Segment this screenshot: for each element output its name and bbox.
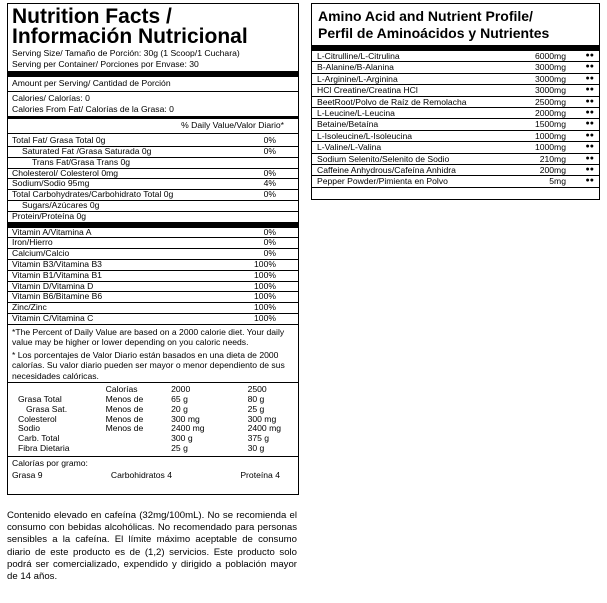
amino-title-line1: Amino Acid and Nutrient Profile/ [318,8,533,24]
amino-quantity: 2500mg [534,96,566,107]
nutrition-facts-panel [7,3,299,495]
dv-table-cell: Menos de [105,413,144,424]
amino-footnote-mark: ●● [585,97,594,105]
vitamin-label: Calcium/Calcio [12,248,70,259]
vitamin-daily-value: 0% [263,248,276,259]
amino-quantity: 3000mg [534,85,566,96]
amino-name: L-Citrulline/L-Citrulina [317,51,400,61]
amino-name: Pepper Powder/Pimienta en Polvo [317,176,448,187]
vitamin-daily-value: 100% [254,312,276,323]
dv-table-cell [106,444,172,454]
nutrient-row [8,147,298,157]
amino-name: L-Leucine/L-Leucina [317,108,395,119]
vitamin-daily-value: 0% [263,237,276,248]
amino-quantity: 1000mg [534,130,566,141]
footnote-en: *The Percent of Daily Value are based on a 2000 calorie diet. Your daily value may be higher or lower depending on you caloric needs. [12,326,285,348]
calories: Calories/ Calorías: 0 [12,92,90,103]
nutrient-list [8,134,298,211]
amino-quantity: 1000mg [534,142,566,153]
amino-footnote-mark: ●● [585,86,594,94]
amino-name: Betaine/Betaína [317,119,379,130]
amino-row [312,119,599,130]
nutrient-row [8,169,298,179]
dv-table-cell: Menos de [105,394,144,405]
amount-per-serving: Amount per Serving/ Cantidad de Porción [12,78,171,88]
nutrient-daily-value: 4% [263,178,276,189]
amino-quantity: 3000mg [534,73,566,84]
amino-row [312,154,599,165]
dv-table-cell: 65 g [171,394,188,405]
footnote-es: * Los porcentajes de Valor Diario están basados en una dieta de 2000 calorías. Su valor diario pueden ser mayor o menor dependiento de sus necesidades calóricas. [12,349,285,381]
vitamin-daily-value: 100% [254,302,276,313]
vitamin-row [8,271,298,282]
amino-row [312,51,599,62]
nutrient-daily-value: 0% [263,145,276,156]
nutrient-row [8,136,298,146]
vitamin-daily-value: 0% [263,226,276,237]
dv-table-cell: Menos de [105,403,144,414]
amino-name: BeetRoot/Polvo de Raíz de Remolacha [317,96,467,107]
dv-table-cell: Calorías [105,384,138,395]
nutrient-daily-value [220,201,294,211]
servings-per-container: Serving per Container/ Porciones por Envase: 30 [12,58,199,69]
dv-table-cell: 2400 mg [247,423,282,434]
amino-name: Sodium Selenito/Selenito de Sodio [317,153,450,164]
amino-name: L-Isoleucine/L-Isoleucina [317,130,413,141]
dv-table-cell: 20 g [171,403,188,414]
serving-size: Serving Size/ Tamaño de Porción: 30g (1 Scoop/1 Cuchara) [12,48,240,58]
amino-quantity: 200mg [539,165,566,176]
dv-table-cell: Menos de [105,423,144,434]
amino-quantity: 210mg [539,153,566,164]
nutrient-daily-value: 0% [263,135,276,146]
dv-table-cell: 30 g [247,443,265,454]
amino-row [312,142,599,153]
vitamin-label: Vitamin B6/Bitamine B6 [12,291,103,302]
amino-quantity: 5mg [549,176,566,187]
calories-per-gram-item: Grasa 9 [12,469,43,480]
vitamin-row [8,314,298,325]
amino-title [312,4,599,45]
amino-profile-panel [311,3,600,200]
nutrient-daily-value: 0% [263,189,276,200]
nutrient-label: Cholesterol/ Colesterol 0mg [12,167,119,178]
nutrient-label: Trans Fat/Grasa Trans 0g [32,156,131,167]
nutrient-label: Total Carbohydrates/Carbohidrato Total 0g [12,189,174,200]
amino-footnote-mark: ●● [585,177,594,185]
calories-from-fat: Calories From Fat/ Calorías de la Grasa: 0 [12,103,174,114]
dv-table-cell: Grasa Total [18,394,62,405]
calories-per-gram-item: Proteína 4 [240,469,280,480]
vitamin-daily-value: 100% [254,291,276,302]
amino-footnote-mark: ●● [585,131,594,139]
amino-footnote-mark: ●● [585,52,594,59]
dv-table-cell: 80 g [247,394,265,405]
dv-table-cell: 300 mg [247,413,277,424]
nutrition-title-es: Información Nutricional [12,25,248,48]
amino-quantity: 6000mg [534,51,566,61]
amino-quantity: 2000mg [534,108,566,119]
amino-name: L-Arginine/L-Arginina [317,73,398,84]
amino-name: HCl Creatine/Creatina HCl [317,85,418,96]
dv-table-cell: Colesterol [18,413,57,424]
amino-row [312,85,599,96]
amino-footnote-mark: ●● [585,63,594,71]
daily-value-reference-table [12,385,294,454]
nutrient-label: Sodium/Sodio 95mg [12,178,90,189]
dv-table-row [12,444,294,454]
amino-name: L-Valine/L-Valina [317,142,382,153]
dv-table-cell: 2000 [171,384,191,395]
vitamin-label: Vitamin C/Vitamina C [12,312,94,323]
daily-value-header: % Daily Value/Valor Diario* [181,120,284,131]
vitamin-daily-value: 100% [254,258,276,269]
dv-table-cell: 25 g [171,443,188,454]
amino-title-line2: Perfil de Aminoácidos y Nutrientes [318,25,550,41]
amino-quantity: 1500mg [534,119,566,130]
dv-table-cell: 375 g [247,433,270,444]
dv-table-cell: 300 g [171,433,193,444]
vitamin-label: Vitamin B1/Vitamina B1 [12,269,102,280]
dv-table-cell: 2400 mg [171,423,205,434]
amino-row [312,131,599,142]
dv-table-cell: 2500 [247,384,267,395]
vitamin-label: Iron/Hierro [12,237,53,248]
dv-table-cell: Grasa Sat. [26,403,68,414]
amino-row [312,97,599,108]
amino-name: B-Alanine/B-Alanina [317,62,394,73]
calories-per-gram-item: Carbohidratos 4 [110,469,173,480]
vitamin-label: Vitamin B3/Vitamina B3 [12,258,102,269]
nutrient-row [8,158,298,168]
dv-table-cell: Fibra Dietaria [18,443,70,454]
amino-footnote-mark: ●● [585,74,594,82]
calories-per-gram-row [8,470,298,480]
amino-footnote-mark: ●● [585,109,594,117]
divider [8,382,298,383]
amino-footnote-mark: ●● [585,166,594,174]
vitamin-daily-value: 100% [254,269,276,280]
vitamin-label: Vitamin A/Vitamina A [12,226,92,237]
amino-row [312,176,599,187]
amino-quantity: 3000mg [534,62,566,73]
nutrition-title-en: Nutrition Facts / [12,5,172,28]
dv-table-cell: 25 g [247,403,265,414]
nutrient-label: Saturated Fat /Grasa Saturada 0g [22,145,152,156]
vitamin-label: Vitamin D/Vitamina D [12,280,94,291]
amino-row [312,108,599,119]
calories-per-gram-label: Calorías por gramo: [12,457,88,468]
dv-table-cell [106,434,172,444]
vitamin-label: Zinc/Zinc [12,302,47,313]
nutrient-row [8,190,298,200]
caffeine-warning-note: Contenido elevado en cafeína (32mg/100mL). No se recomienda el consumo con bebidas alcohólicas. No recomendado para personas sensibles a la cafeína. El límite máximo aceptable de consumo diario de este producto es de (1,2) servicios. Este producto solo podrá ser comercializado, expendido y dirigido a población mayor de 14 años. [7,510,297,583]
amino-footnote-mark: ●● [585,120,594,128]
dv-table-cell: Carb. Total [18,433,60,444]
amino-list [312,51,599,188]
protein-row: Protein/Proteína 0g [12,210,87,221]
nutrient-daily-value [220,158,294,168]
nutrient-row [8,201,298,211]
nutrient-label: Sugars/Azúcares 0g [22,199,100,210]
nutrient-label: Total Fat/ Grasa Total 0g [12,135,106,146]
amino-name: Caffeine Anhydrous/Cafeína Anhidra [317,165,456,176]
vitamin-list [8,228,298,325]
amino-footnote-mark: ●● [585,154,594,162]
amino-row [312,165,599,176]
nutrient-row [8,179,298,189]
amino-row [312,62,599,73]
dv-table-cell: Sodio [18,423,40,434]
nutrient-daily-value: 0% [263,167,276,178]
dv-table-cell: 300 mg [171,413,200,424]
vitamin-daily-value: 100% [254,280,276,291]
amino-row [312,74,599,85]
amino-footnote-mark: ●● [585,143,594,151]
